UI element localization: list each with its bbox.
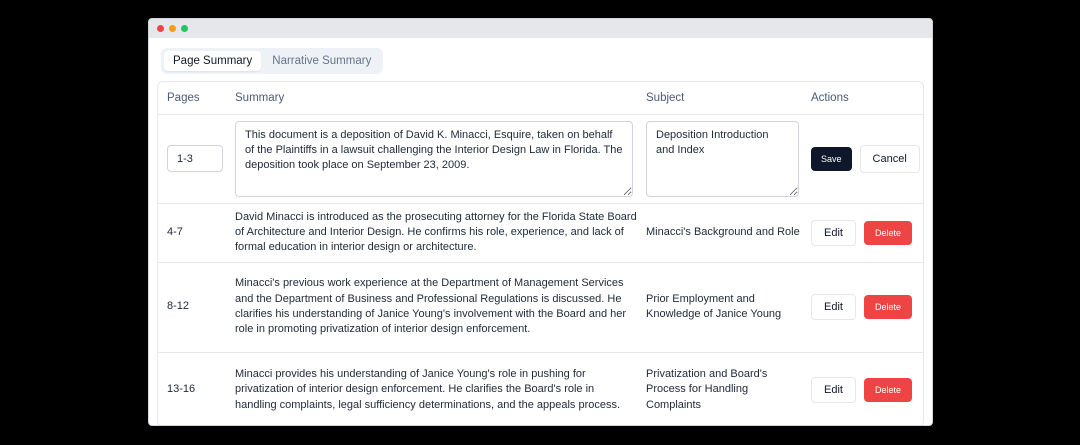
subject-textarea[interactable] xyxy=(646,121,799,197)
cell-actions xyxy=(802,114,924,203)
cell-actions xyxy=(802,262,924,352)
cell-summary: Minacci provides his understanding of Janice Young's role in pushing for privatization of interior design enforcement. He clarifies the Board's role in handling complaints, legal sufficiency determinations, and the appeals process. xyxy=(226,352,637,426)
cell-subject: Privatization and Board's Process for Handling Complaints xyxy=(637,352,802,426)
header-summary: Summary xyxy=(226,82,637,114)
cell-actions xyxy=(802,203,924,262)
tab-narrative-summary[interactable]: Narrative Summary xyxy=(272,55,372,67)
row-actions xyxy=(811,220,924,246)
cell-actions xyxy=(802,352,924,426)
table-row xyxy=(158,262,924,352)
edit-button[interactable]: Edit xyxy=(811,220,856,246)
tab-page-summary[interactable]: Page Summary xyxy=(164,51,261,71)
maximize-window-dot[interactable] xyxy=(181,25,188,32)
table-header-row xyxy=(158,82,924,114)
header-pages: Pages xyxy=(158,82,226,114)
cell-summary: Minacci's previous work experience at the Department of Management Services and the Department of Business and Professional Regulations is discussed. He clarifies his understanding of Janice Young's involvement with the Board and her role in promoting privatization of interior design enforcement. xyxy=(226,262,637,352)
summary-textarea[interactable] xyxy=(235,121,633,197)
window-titlebar xyxy=(149,19,932,38)
cell-pages: 8-12 xyxy=(158,262,226,352)
edit-button[interactable]: Edit xyxy=(811,294,856,320)
header-actions: Actions xyxy=(802,82,924,114)
delete-button[interactable]: Delete xyxy=(864,378,912,402)
cell-subject: Minacci's Background and Role xyxy=(637,203,802,262)
delete-button[interactable]: Delete xyxy=(864,295,912,319)
cancel-button[interactable]: Cancel xyxy=(860,145,920,173)
row-actions xyxy=(811,294,924,320)
pages-input[interactable] xyxy=(167,145,223,172)
cell-subject: Prior Employment and Knowledge of Janice Young xyxy=(637,262,802,352)
edit-button[interactable]: Edit xyxy=(811,377,856,403)
cell-pages: 13-16 xyxy=(158,352,226,426)
table-row-editing xyxy=(158,114,924,203)
app-window xyxy=(148,18,933,426)
row-actions xyxy=(811,145,924,173)
table-row xyxy=(158,203,924,262)
cell-pages: 4-7 xyxy=(158,203,226,262)
save-button[interactable]: Save xyxy=(811,147,852,171)
cell-summary: David Minacci is introduced as the prosecuting attorney for the Florida State Board of Architecture and Interior Design. He confirms his role, experience, and lack of formal education in interior design or architecture. xyxy=(226,203,637,262)
summary-tabs xyxy=(161,48,383,74)
cell-pages xyxy=(158,114,226,203)
summary-table xyxy=(158,82,924,426)
header-subject: Subject xyxy=(637,82,802,114)
minimize-window-dot[interactable] xyxy=(169,25,176,32)
delete-button[interactable]: Delete xyxy=(864,221,912,245)
cell-summary xyxy=(226,114,637,203)
summary-table-container xyxy=(157,81,924,426)
table-row xyxy=(158,352,924,426)
row-actions xyxy=(811,377,924,403)
cell-subject xyxy=(637,114,802,203)
close-window-dot[interactable] xyxy=(157,25,164,32)
